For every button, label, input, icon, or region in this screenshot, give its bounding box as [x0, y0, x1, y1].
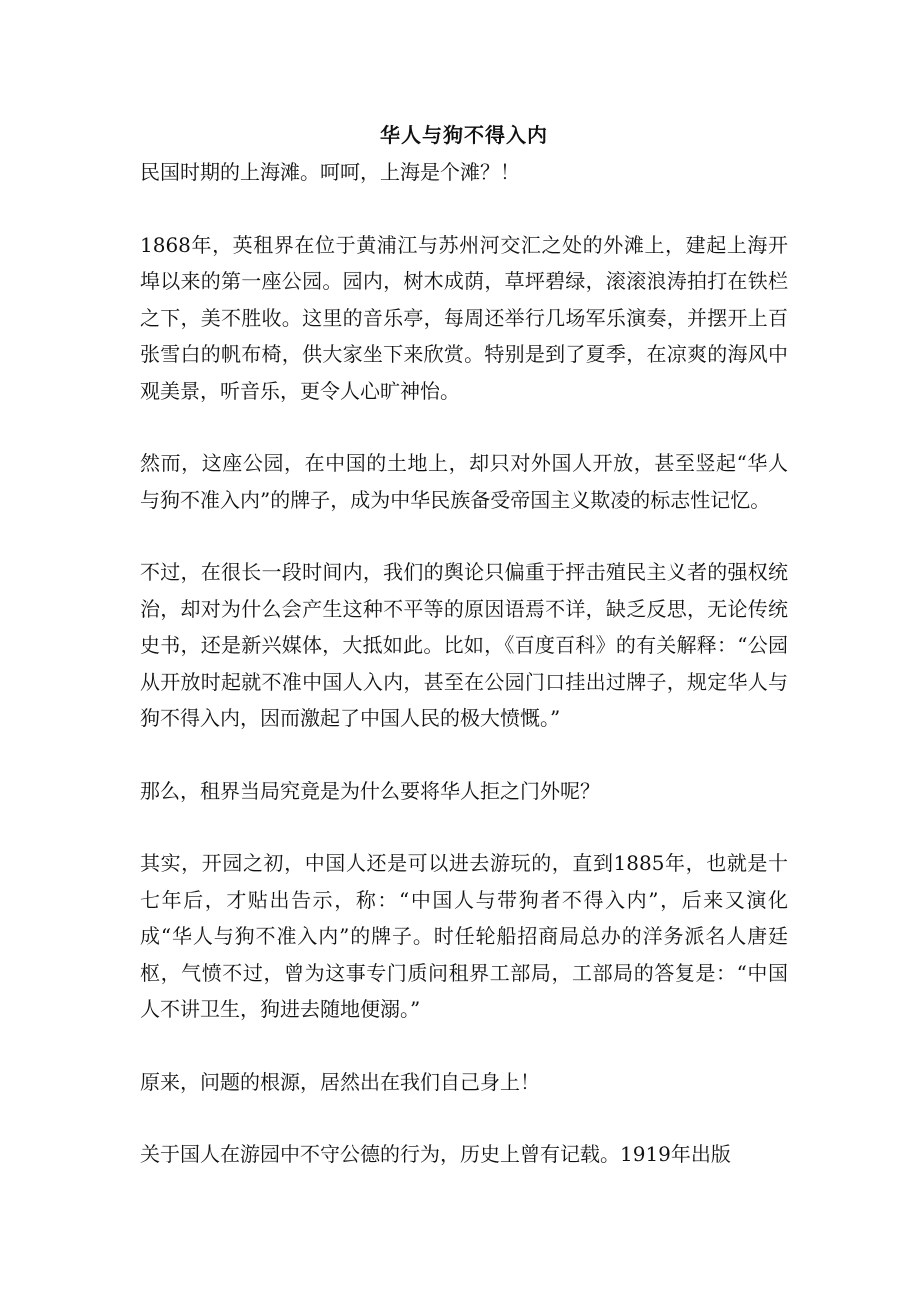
paragraph-1: 民国时期的上海滩。呵呵，上海是个滩？！: [140, 160, 520, 184]
document-page: [140, 118, 788, 1209]
paragraph-2: 1868年，英租界在位于黄浦江与苏州河交汇之处的外滩上，建起上海开埠以来的第一座公园。园内，树木成荫，草坪碧绿，滚滚浪涛拍打在铁栏之下，美不胜收。这里的音乐亭，每周还举行几场军乐演奏，并摆开上百张雪白的帆布椅，供大家坐下来欣赏。特别是到了夏季，在凉爽的海风中观美景，听音乐，更令人心旷神怡。: [140, 232, 788, 403]
paragraph-5: 那么，租界当局究竟是为什么要将华人拒之门外呢？: [140, 778, 600, 803]
paragraph-6: 其实，开园之初，中国人还是可以进去游玩的，直到1885年，也就是十七年后，才贴出告示，称：“中国人与带狗者不得入内”，后来又演化成“华人与狗不准入内”的牌子。时任轮船招商局总办的洋务派名人唐廷枢，气愤不过，曾为这事专门质问租界工部局，工部局的答复是：“中国人不讲卫生，狗进去随地便溺。”: [140, 851, 788, 1021]
paragraph-3: 然而，这座公园，在中国的土地上，却只对外国人开放，甚至竖起“华人与狗不准入内”的牌子，成为中华民族备受帝国主义欺凌的标志性记忆。: [140, 451, 788, 512]
document-title: 华人与狗不得入内: [380, 123, 548, 147]
paragraph-8: 关于国人在游园中不守公德的行为，历史上曾有记载。1919年出版: [140, 1142, 731, 1166]
paragraph-4: 不过，在很长一段时间内，我们的舆论只偏重于抨击殖民主义者的强权统治，却对为什么会产生这种不平等的原因语焉不详，缺乏反思，无论传统史书，还是新兴媒体，大抵如此。比如，《百度百科》的有关解释：“公园从开放时起就不准中国人入内，甚至在公园门口挂出过牌子，规定华人与狗不得入内，因而激起了中国人民的极大愤慨。”: [140, 560, 788, 730]
paragraph-7: 原来，问题的根源，居然出在我们自己身上！: [140, 1069, 540, 1094]
